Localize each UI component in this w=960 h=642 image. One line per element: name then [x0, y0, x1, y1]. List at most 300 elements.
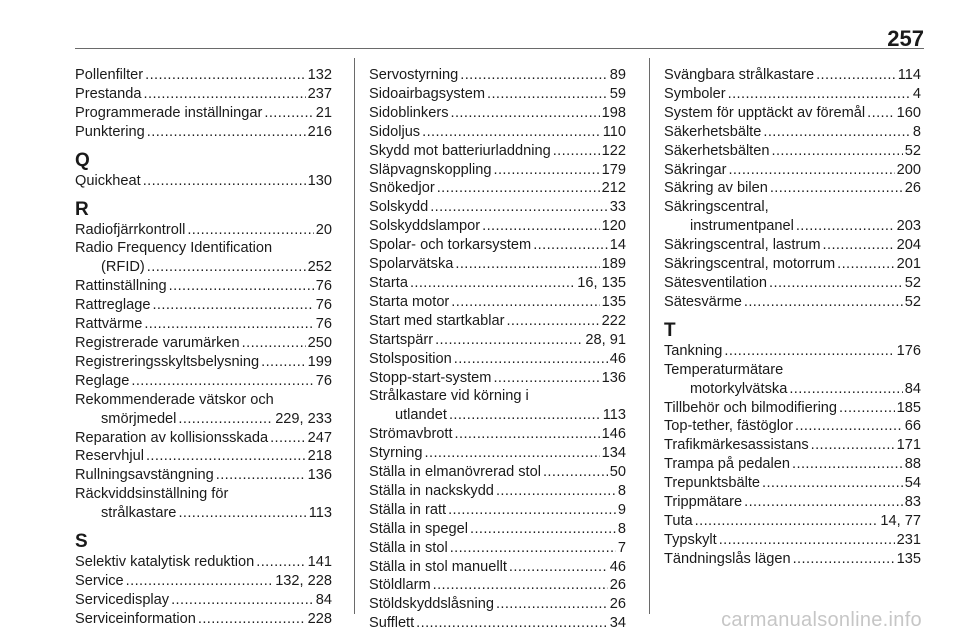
index-page-ref[interactable]: 84 [315, 591, 332, 608]
index-column-2 [369, 66, 626, 633]
dot-leader [533, 236, 608, 255]
index-term-continuation: instrumentpanel [690, 218, 794, 235]
index-entry [75, 85, 332, 104]
dot-leader [837, 255, 895, 274]
index-page-ref[interactable]: 89 [609, 67, 626, 83]
dot-leader [147, 258, 306, 277]
index-page-ref[interactable]: 113 [308, 505, 332, 522]
index-page-ref[interactable]: 136 [601, 369, 626, 386]
index-entry [664, 417, 921, 436]
index-term: Typskylt [664, 531, 717, 548]
index-page-ref[interactable]: 122 [601, 142, 626, 159]
index-entry [75, 572, 332, 591]
index-entry [664, 255, 921, 274]
index-page-ref[interactable]: 203 [896, 218, 921, 235]
dot-leader [728, 85, 911, 104]
dot-leader [410, 274, 575, 293]
index-term: Styrning [369, 445, 423, 462]
index-page-ref[interactable]: 52 [904, 293, 921, 310]
index-term: Programmerade inställningar [75, 104, 263, 121]
index-term: Svängbara strålkastare [664, 67, 815, 83]
index-entry [75, 372, 332, 391]
index-entry [369, 236, 626, 255]
index-term: Rullningsavstängning [75, 467, 214, 484]
index-entry [75, 296, 332, 315]
index-term: Serviceinformation [75, 610, 196, 627]
index-page-ref[interactable]: 212 [601, 180, 626, 197]
index-entry [369, 614, 626, 633]
index-term: Tankning [664, 342, 723, 359]
index-page-ref[interactable]: 198 [601, 104, 626, 121]
dot-leader [796, 217, 895, 236]
index-term: Spolarvätska [369, 256, 454, 273]
index-entry [369, 274, 626, 293]
index-page-ref[interactable]: 229, 233 [275, 410, 332, 427]
index-entry [369, 576, 626, 595]
index-page-ref[interactable]: 28, 91 [585, 331, 626, 348]
index-term-continuation: motorkylvätska [690, 380, 788, 397]
dot-leader [470, 520, 616, 539]
index-term: Snökedjor [369, 180, 435, 197]
index-page-ref[interactable]: 134 [601, 445, 626, 462]
index-term: Startspärr [369, 331, 434, 348]
index-term: Start med startkablar [369, 312, 505, 329]
index-term: Tuta [664, 512, 693, 529]
index-entry [369, 463, 626, 482]
index-term: Stopp-start-system [369, 369, 492, 386]
index-entry [369, 369, 626, 388]
index-entry [664, 550, 921, 569]
index-term: Ställa in stol manuellt [369, 558, 507, 575]
index-page-ref[interactable]: 83 [904, 494, 921, 511]
index-entry [75, 277, 332, 296]
watermark: carmanualsonline.info [721, 609, 922, 631]
index-entry [664, 361, 921, 399]
dot-leader [695, 512, 879, 531]
index-term: Rattinställning [75, 278, 167, 295]
index-entry [75, 315, 332, 334]
index-entry [369, 501, 626, 520]
index-page-ref[interactable]: 46 [609, 558, 626, 575]
index-term: Räckviddsinställning för [75, 486, 229, 503]
dot-leader [187, 221, 313, 240]
index-page-ref[interactable]: 135 [601, 293, 626, 310]
index-term: Rattreglage [75, 297, 151, 314]
index-entry [369, 142, 626, 161]
dot-leader [147, 123, 306, 142]
index-term: Pollenfilter [75, 67, 144, 83]
index-entry [664, 399, 921, 418]
dot-leader [256, 553, 305, 572]
index-page-ref[interactable]: 4 [912, 85, 921, 102]
index-entry [664, 198, 921, 236]
index-page-ref[interactable]: 14, 77 [880, 512, 921, 529]
index-page-ref[interactable]: 136 [307, 467, 332, 484]
index-term: Solskydd [369, 199, 429, 216]
index-page-ref[interactable]: 76 [315, 372, 332, 389]
index-entry [664, 104, 921, 123]
dot-leader [487, 85, 608, 104]
index-page-ref[interactable]: 84 [904, 380, 921, 397]
index-term: Reparation av kollisionsskada [75, 429, 269, 446]
index-term-continuation: utlandet [395, 407, 447, 424]
column-divider [649, 58, 650, 614]
index-page-ref[interactable]: 141 [307, 554, 332, 571]
index-page-ref[interactable]: 130 [307, 172, 332, 189]
index-entry [664, 142, 921, 161]
index-entry [75, 239, 332, 277]
index-page-ref[interactable]: 135 [896, 550, 921, 567]
index-entry [369, 312, 626, 331]
index-entry [369, 161, 626, 180]
index-term: Radiofjärrkontroll [75, 221, 186, 238]
index-page-ref[interactable]: 33 [609, 199, 626, 216]
dot-leader [763, 123, 911, 142]
index-letter-heading: S [75, 531, 88, 553]
index-entry [664, 455, 921, 474]
dot-leader [744, 493, 903, 512]
index-page-ref[interactable]: 16, 135 [577, 274, 626, 291]
dot-leader [270, 429, 306, 448]
index-entry [75, 610, 332, 629]
index-entry [369, 198, 626, 217]
dot-leader [769, 274, 903, 293]
index-term: Servostyrning [369, 67, 459, 83]
dot-leader [724, 342, 894, 361]
index-term: Säkringscentral, [664, 199, 769, 216]
index-entry [75, 353, 332, 372]
index-page-ref[interactable]: 34 [609, 615, 626, 632]
index-page-ref[interactable]: 120 [601, 218, 626, 235]
index-term: Reservhjul [75, 448, 144, 465]
index-page-ref[interactable]: 46 [609, 350, 626, 367]
index-term: Sufflett [369, 615, 415, 632]
index-entry [664, 123, 921, 142]
index-entry [664, 66, 921, 85]
index-page-ref[interactable]: 252 [307, 259, 332, 276]
dot-leader [143, 172, 306, 191]
index-page-ref[interactable]: 76 [315, 297, 332, 314]
index-term: Säkringscentral, lastrum [664, 237, 821, 254]
index-page-ref[interactable]: 237 [307, 85, 332, 102]
dot-leader [771, 142, 902, 161]
page-number: 257 [887, 26, 924, 51]
index-entry [75, 172, 332, 191]
dot-leader [451, 104, 600, 123]
index-term: Ställa in elmanövrerad stol [369, 464, 541, 481]
index-term: Strålkastare vid körning i [369, 388, 529, 405]
index-term: Selektiv katalytisk reduktion [75, 554, 255, 571]
index-term: Säkringscentral, motorrum [664, 256, 836, 273]
index-term: Rattvärme [75, 316, 143, 333]
index-page-ref[interactable]: 66 [904, 418, 921, 435]
index-page-ref[interactable]: 54 [904, 475, 921, 492]
index-term: Trafikmärkesassistans [664, 437, 809, 454]
index-entry [75, 104, 332, 123]
index-term: Sidoljus [369, 123, 421, 140]
dot-leader [169, 277, 314, 296]
index-page-ref[interactable]: 110 [602, 123, 626, 140]
index-term: Symboler [664, 85, 726, 102]
index-term: Säkerhetsbälte [664, 123, 762, 140]
index-page-ref[interactable]: 113 [602, 407, 626, 424]
index-entry [664, 436, 921, 455]
index-term: Ställa in spegel [369, 520, 468, 537]
index-entry [664, 236, 921, 255]
index-page-ref[interactable]: 132 [307, 67, 332, 83]
index-page-ref[interactable]: 160 [896, 104, 921, 121]
index-term: Quickheat [75, 172, 141, 189]
dot-leader [811, 436, 895, 455]
index-term: Tändningslås lägen [664, 550, 791, 567]
index-page-ref[interactable]: 88 [904, 456, 921, 473]
index-entry [664, 342, 921, 361]
index-letter-heading: R [75, 198, 89, 220]
dot-leader [509, 558, 608, 577]
dot-leader [823, 236, 895, 255]
index-page-ref[interactable]: 216 [307, 123, 332, 140]
index-page-ref[interactable]: 8 [617, 520, 626, 537]
dot-leader [494, 161, 600, 180]
index-entry [75, 66, 332, 85]
index-term-continuation: smörjmedel [101, 410, 177, 427]
index-term-continuation: strålkastare [101, 505, 177, 522]
index-page-ref[interactable]: 176 [896, 342, 921, 359]
dot-leader [744, 293, 903, 312]
index-page-ref[interactable]: 222 [601, 312, 626, 329]
index-term: Ställa in nackskydd [369, 482, 494, 499]
index-page-ref[interactable]: 26 [609, 596, 626, 613]
index-page-ref[interactable]: 52 [904, 274, 921, 291]
index-page-ref[interactable]: 7 [617, 539, 626, 556]
dot-leader [450, 539, 616, 558]
index-term: Säkring av bilen [664, 180, 768, 197]
index-page-ref[interactable]: 231 [896, 531, 921, 548]
index-page-ref[interactable]: 199 [307, 353, 332, 370]
index-page-ref[interactable]: 76 [315, 278, 332, 295]
index-term: Spolar- och torkarsystem [369, 237, 532, 254]
dot-leader [448, 501, 616, 520]
index-term: Top-tether, fästöglor [664, 418, 793, 435]
dot-leader [126, 572, 274, 591]
dot-leader [430, 198, 608, 217]
index-page-ref[interactable]: 59 [609, 85, 626, 102]
dot-leader [261, 353, 306, 372]
index-term: Sidoairbagsystem [369, 85, 485, 102]
index-entry [75, 466, 332, 485]
index-term: Registrerade varumärken [75, 334, 240, 351]
dot-leader [435, 331, 583, 350]
index-entry [369, 179, 626, 198]
index-term: Säkerhetsbälten [664, 142, 770, 159]
dot-leader [792, 455, 903, 474]
dot-leader [144, 85, 306, 104]
index-page-ref[interactable]: 50 [609, 464, 626, 481]
index-entry [75, 553, 332, 572]
index-page-ref[interactable]: 228 [307, 610, 332, 627]
dot-leader [455, 255, 599, 274]
index-entry [369, 558, 626, 577]
dot-leader [178, 504, 306, 523]
index-entry [369, 387, 626, 425]
index-page-ref[interactable]: 146 [601, 426, 626, 443]
index-entry [369, 425, 626, 444]
dot-leader [719, 531, 895, 550]
dot-leader [422, 123, 601, 142]
dot-leader [416, 614, 608, 633]
index-page-ref[interactable]: 114 [897, 67, 921, 83]
index-page-ref[interactable]: 9 [617, 501, 626, 518]
index-entry [664, 512, 921, 531]
dot-leader [795, 417, 903, 436]
index-entry [369, 123, 626, 142]
index-page-ref[interactable]: 132, 228 [275, 572, 332, 589]
dot-leader [144, 315, 313, 334]
index-page-ref[interactable]: 204 [896, 237, 921, 254]
dot-leader [437, 179, 600, 198]
dot-leader [425, 444, 600, 463]
dot-leader [789, 380, 902, 399]
index-entry [664, 179, 921, 198]
dot-leader [460, 66, 608, 85]
dot-leader [816, 66, 896, 85]
index-entry [75, 221, 332, 240]
dot-leader [553, 142, 600, 161]
dot-leader [543, 463, 608, 482]
index-page-ref[interactable]: 179 [601, 161, 626, 178]
index-term: Stolsposition [369, 350, 452, 367]
dot-leader [171, 591, 314, 610]
index-entry [664, 274, 921, 293]
index-entry [75, 334, 332, 353]
index-entry [75, 591, 332, 610]
index-entry [369, 539, 626, 558]
dot-leader [433, 576, 608, 595]
dot-leader [146, 447, 306, 466]
dot-leader [506, 312, 599, 331]
dot-leader [482, 217, 600, 236]
column-divider [354, 58, 355, 614]
index-term: Starta motor [369, 293, 450, 310]
index-entry [369, 331, 626, 350]
index-entry [369, 595, 626, 614]
index-entry [369, 444, 626, 463]
index-term: Radio Frequency Identification [75, 240, 273, 257]
index-term: Säkringar [664, 161, 727, 178]
index-page-ref[interactable]: 201 [896, 256, 921, 273]
dot-leader [454, 350, 608, 369]
index-term: Sätesventilation [664, 274, 768, 291]
index-page-ref[interactable]: 14 [609, 237, 626, 254]
index-entry [369, 520, 626, 539]
index-entry [369, 255, 626, 274]
index-entry [75, 485, 332, 523]
dot-leader [867, 104, 894, 123]
index-column-1 [75, 66, 332, 629]
dot-leader [493, 369, 599, 388]
index-page-ref[interactable]: 171 [896, 437, 921, 454]
index-entry [369, 482, 626, 501]
index-page-ref[interactable]: 247 [307, 429, 332, 446]
dot-leader [145, 66, 306, 85]
index-page-ref[interactable]: 20 [315, 221, 332, 238]
index-entry [369, 66, 626, 85]
index-entry [369, 293, 626, 312]
dot-leader [131, 372, 313, 391]
index-term: Registreringsskyltsbelysning [75, 353, 260, 370]
dot-leader [198, 610, 306, 629]
index-term: Tillbehör och bilmodifiering [664, 399, 838, 416]
index-term: Stöldlarm [369, 577, 431, 594]
index-term: Ställa in ratt [369, 501, 447, 518]
index-term: Skydd mot batteriurladdning [369, 142, 551, 159]
index-entry [369, 350, 626, 369]
index-term-continuation: (RFID) [101, 259, 145, 276]
dot-leader [178, 410, 273, 429]
index-page-ref[interactable]: 8 [617, 482, 626, 499]
index-letter-heading: Q [75, 149, 90, 171]
dot-leader [839, 399, 895, 418]
index-term: Trepunktsbälte [664, 475, 760, 492]
index-entry [369, 217, 626, 236]
dot-leader [242, 334, 306, 353]
index-term: Punktering [75, 123, 145, 140]
index-page-ref[interactable]: 250 [307, 334, 332, 351]
index-term: Reglage [75, 372, 130, 389]
dot-leader [264, 104, 313, 123]
dot-leader [449, 406, 601, 425]
index-term: System för upptäckt av föremål [664, 104, 866, 121]
index-term: Starta [369, 274, 408, 291]
index-term: Sidoblinkers [369, 104, 449, 121]
index-page-ref[interactable]: 218 [307, 448, 332, 465]
index-page-ref[interactable]: 21 [315, 104, 332, 121]
index-page-ref[interactable]: 185 [896, 399, 921, 416]
index-term: Släpvagnskoppling [369, 161, 492, 178]
index-page-ref[interactable]: 8 [912, 123, 921, 140]
index-entry [75, 391, 332, 429]
index-column-3 [664, 66, 921, 569]
index-page-ref[interactable]: 189 [601, 256, 626, 273]
index-page-ref[interactable]: 76 [315, 316, 332, 333]
dot-leader [451, 293, 599, 312]
dot-leader [728, 161, 894, 180]
dot-leader [216, 466, 306, 485]
index-page-ref[interactable]: 26 [609, 577, 626, 594]
index-entry [664, 493, 921, 512]
index-page-ref[interactable]: 26 [904, 180, 921, 197]
dot-leader [455, 425, 600, 444]
dot-leader [496, 595, 608, 614]
index-page-ref[interactable]: 52 [904, 142, 921, 159]
index-page-ref[interactable]: 200 [896, 161, 921, 178]
index-letter-heading: T [664, 319, 676, 341]
index-term: Servicedisplay [75, 591, 170, 608]
dot-leader [762, 474, 903, 493]
index-entry [369, 85, 626, 104]
index-term: Temperaturmätare [664, 361, 784, 378]
dot-leader [152, 296, 313, 315]
index-term: Sätesvärme [664, 293, 742, 310]
index-term: Trippmätare [664, 494, 743, 511]
index-term: Rekommenderade vätskor och [75, 391, 274, 408]
index-term: Service [75, 572, 124, 589]
index-entry [664, 474, 921, 493]
index-term: Trampa på pedalen [664, 456, 791, 473]
index-term: Prestanda [75, 85, 142, 102]
index-entry [664, 531, 921, 550]
dot-leader [793, 550, 895, 569]
